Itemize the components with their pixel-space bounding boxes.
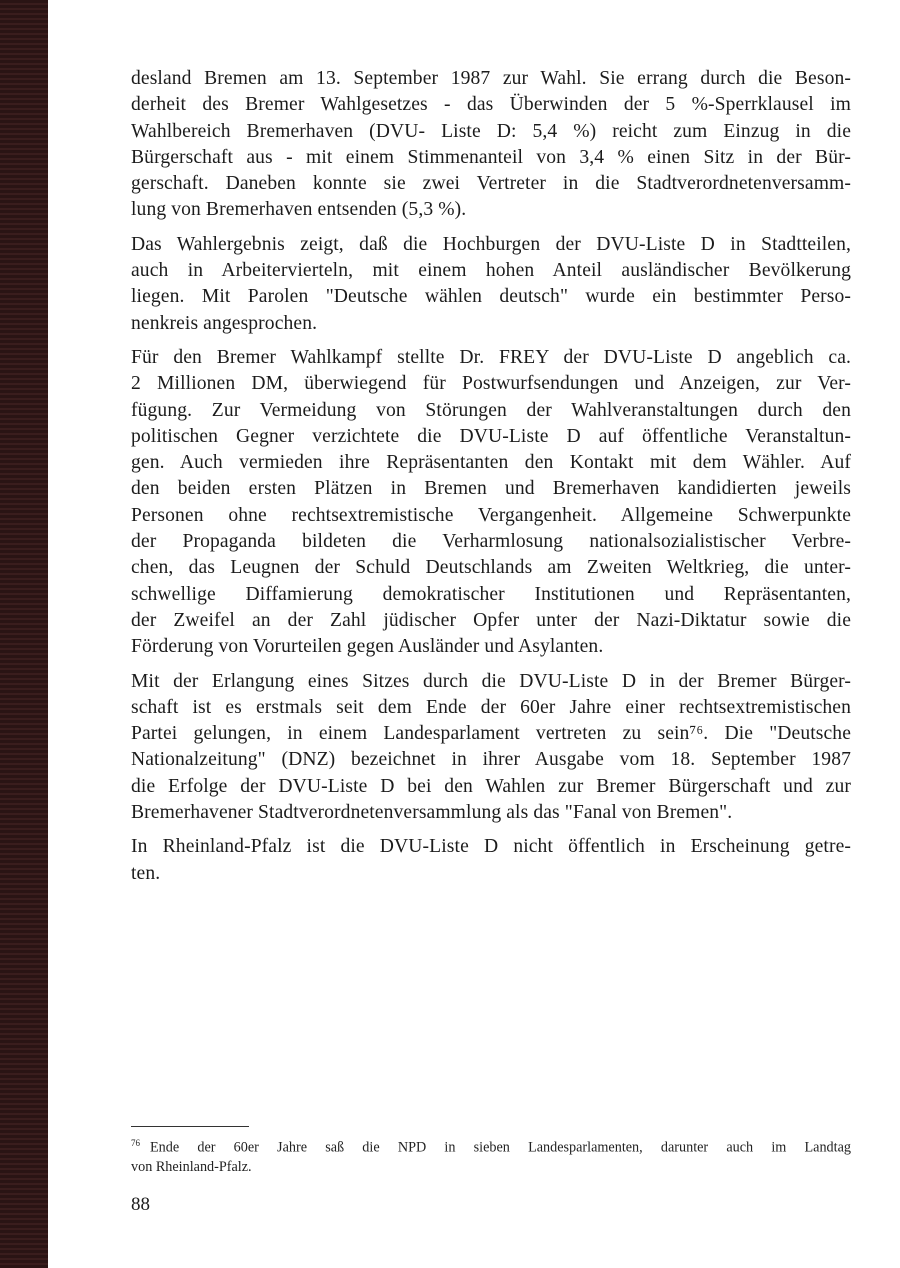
text-line: desland Bremen am 13. September 1987 zur Wahl. Sie errang durch die Beson- [131,68,851,89]
text-line: Für den Bremer Wahlkampf stellte Dr. FREY der DVU-Liste D angeblich ca. [131,346,851,368]
scan-binding-edge [0,0,48,1268]
text-line: schaft ist es erstmals seit dem Ende der 60er Jahre einer rechtsextremistischen [131,696,851,718]
text-line: chen, das Leugnen der Schuld Deutschlands am Zweiten Weltkrieg, die unter- [131,557,851,579]
footnote-line: von Rheinland-Pfalz. [131,1159,252,1176]
text-line: Partei gelungen, in einem Landesparlament vertreten zu sein⁷⁶. Die "Deutsche [131,723,851,745]
text-line: Bremerhavener Stadtverordnetenversammlung als das "Fanal von Bremen". [131,802,733,824]
text-line: Bürgerschaft aus - mit einem Stimmenanteil von 3,4 % einen Sitz in der Bür- [131,146,851,168]
page-number: 88 [131,1194,150,1215]
text-line: ten. [131,862,161,884]
paragraph-4 [131,669,851,827]
footnote-text: Ende der 60er Jahre saß die NPD in sieben Landesparlamenten, darunter auch im Landtag [150,1139,851,1156]
text-line: Förderung von Vorurteilen gegen Ausländer und Asylanten. [131,636,604,658]
text-line: die Erfolge der DVU-Liste D bei den Wahlen zur Bremer Bürgerschaft und zur [131,775,851,797]
page-body [131,66,851,895]
text-line: Das Wahlergebnis zeigt, daß die Hochburgen der DVU-Liste D in Stadtteilen, [131,233,851,255]
text-line: Personen ohne rechtsextremistische Vergangenheit. Allgemeine Schwerpunkte [131,504,851,526]
text-line: Mit der Erlangung eines Sitzes durch die DVU-Liste D in der Bremer Bürger- [131,670,851,692]
paragraph-2 [131,232,851,337]
text-line: derheit des Bremer Wahlgesetzes - das Überwinden der 5 %-Sperrklausel im [131,94,851,116]
paragraph-1 [131,66,851,224]
text-line: In Rheinland-Pfalz ist die DVU-Liste D nicht öffentlich in Erscheinung getre- [131,836,851,858]
text-line: der Zweifel an der Zahl jüdischer Opfer unter der Nazi-Diktatur sowie die [131,609,851,631]
footnote-marker: 76 [131,1138,140,1148]
paragraph-3 [131,345,851,661]
text-line: Wahlbereich Bremerhaven (DVU- Liste D: 5,4 %) reicht zum Einzug in die [131,120,851,142]
text-line: der Propaganda bildeten die Verharmlosung nationalsozialistischer Verbre- [131,531,851,553]
text-line: auch in Arbeitervierteln, mit einem hohen Anteil ausländischer Bevölkerung [131,260,851,282]
text-line: den beiden ersten Plätzen in Bremen und Bremerhaven kandidierten jeweils [131,478,851,500]
text-line: Nationalzeitung" (DNZ) bezeichnet in ihrer Ausgabe vom 18. September 1987 [131,749,851,771]
text-line: 2 Millionen DM, überwiegend für Postwurfsendungen und Anzeigen, zur Ver- [131,373,851,395]
text-line: politischen Gegner verzichtete die DVU-Liste D auf öffentliche Veranstaltun- [131,425,851,447]
text-line: schwellige Diffamierung demokratischer Institutionen und Repräsentanten, [131,583,851,605]
text-line: gen. Auch vermieden ihre Repräsentanten den Kontakt mit dem Wähler. Auf [131,452,851,474]
footnote-separator [131,1126,249,1127]
paragraph-5 [131,834,851,887]
text-line: nenkreis angesprochen. [131,312,318,334]
text-line: gerschaft. Daneben konnte sie zwei Vertreter in die Stadtverordnetenversamm- [131,173,851,195]
text-line: fügung. Zur Vermeidung von Störungen der Wahlveranstaltungen durch den [131,399,851,421]
footnote [131,1134,851,1178]
text-line: lung von Bremerhaven entsenden (5,3 %). [131,199,467,221]
footnote-line [131,1134,851,1158]
text-line: liegen. Mit Parolen "Deutsche wählen deutsch" wurde ein bestimmter Perso- [131,286,851,308]
